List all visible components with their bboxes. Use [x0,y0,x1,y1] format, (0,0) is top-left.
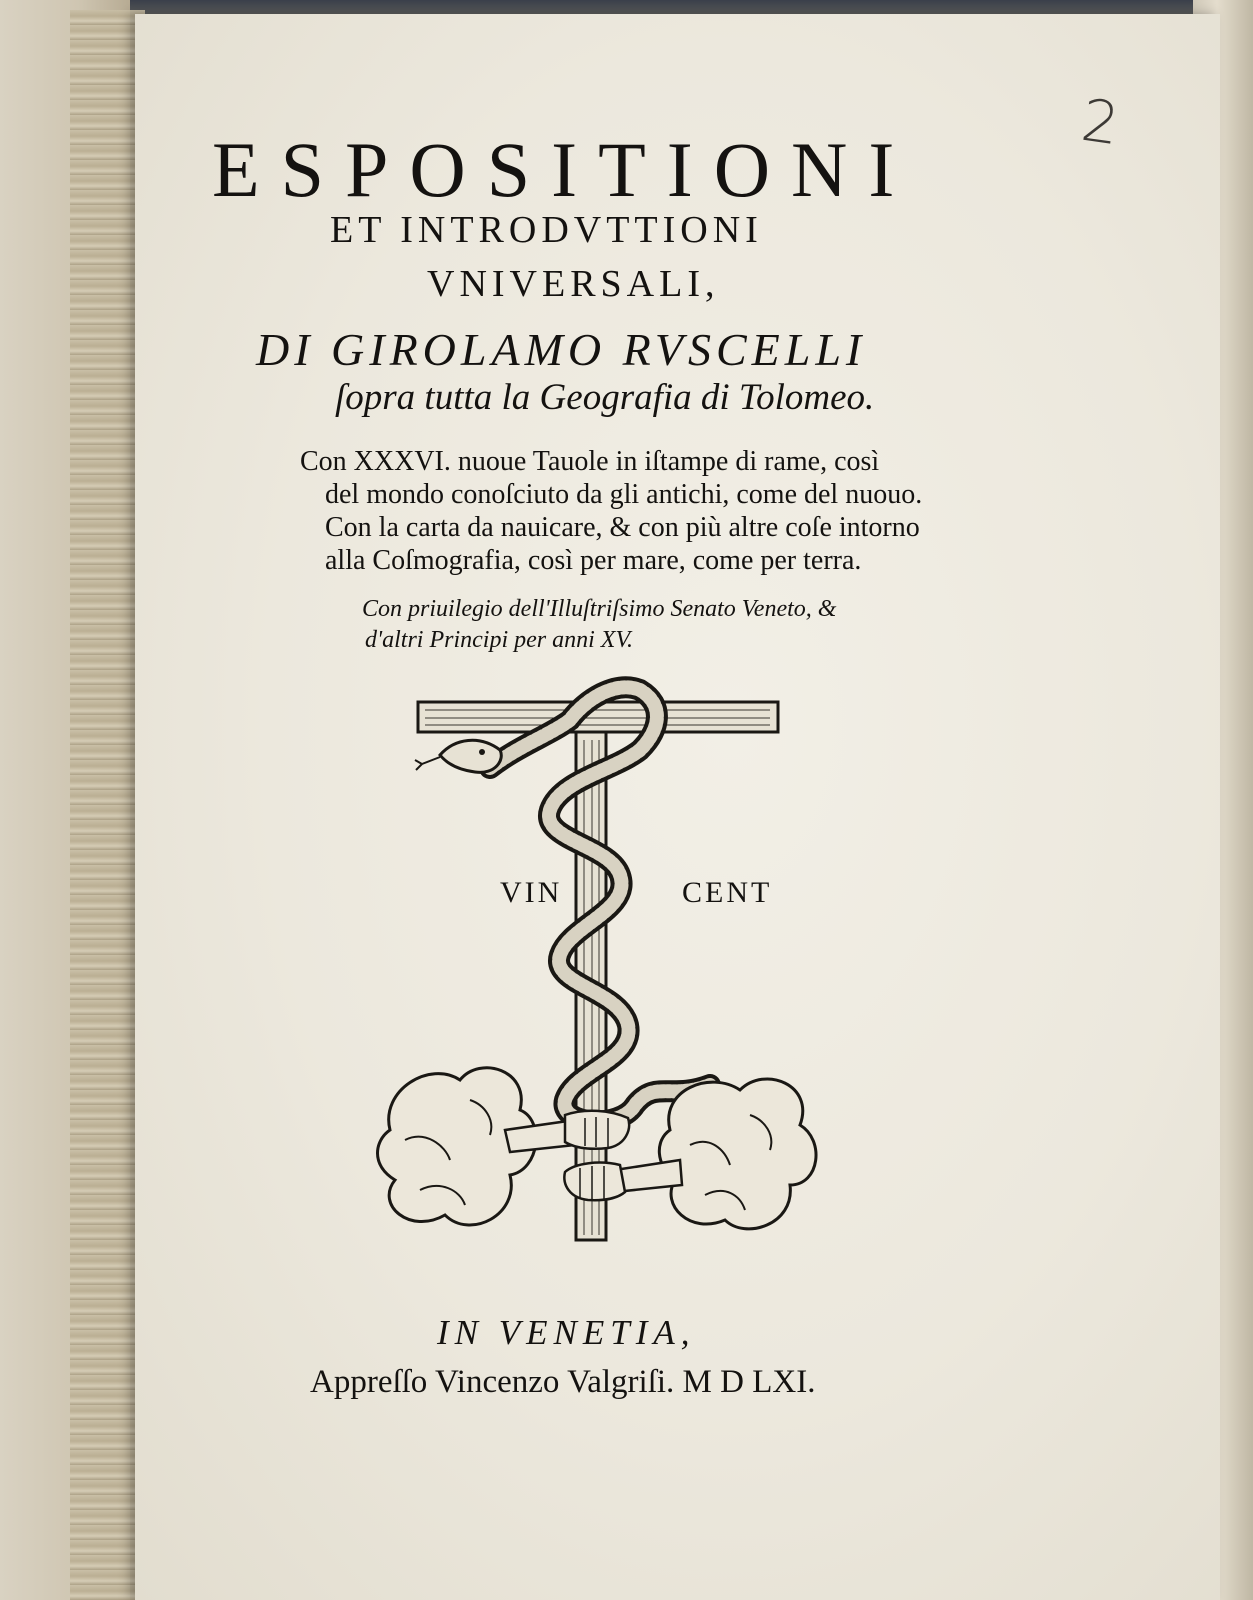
title-line-1: ESPOSITIONI [212,126,916,213]
right-cloud [659,1079,816,1229]
printers-device-serpent-on-tau-cross [370,660,840,1300]
description-line: Con XXXVI. nuoue Tauole in iſtampe di rame, così [300,446,880,477]
description-line: del mondo conoſciuto da gli antichi, come del nuouo. [325,479,923,510]
motto-vin: VIN [500,876,563,909]
description-block [300,445,960,577]
author-line: DI GIROLAMO RVSCELLI [256,324,867,375]
right-hand [564,1160,682,1200]
subtitle-line: ſopra tutta la Geografia di Tolomeo. [335,377,875,418]
title-line-3: VNIVERSALI, [427,263,720,305]
description-line: alla Coſmografia, così per mare, come per terra. [325,545,862,576]
motto-cent: CENT [682,876,773,909]
privilege-block [362,594,882,656]
privilege-line: d'altri Principi per anni XV. [365,627,634,653]
title-line-2: ET INTRODVTTIONI [330,209,763,251]
privilege-line: Con priuilegio dell'Illuſtriſsimo Senato Veneto, & [362,596,837,622]
serpent [415,687,710,1121]
description-line: Con la carta da nauicare, & con più altre coſe intorno [325,512,920,543]
imprint-printer-date: Appreſſo Vincenzo Valgriſi. M D LXI. [310,1364,816,1400]
imprint-place: IN VENETIA, [437,1313,696,1352]
worn-page-edges [70,10,145,1600]
handwritten-page-number: 2 [1077,85,1124,159]
